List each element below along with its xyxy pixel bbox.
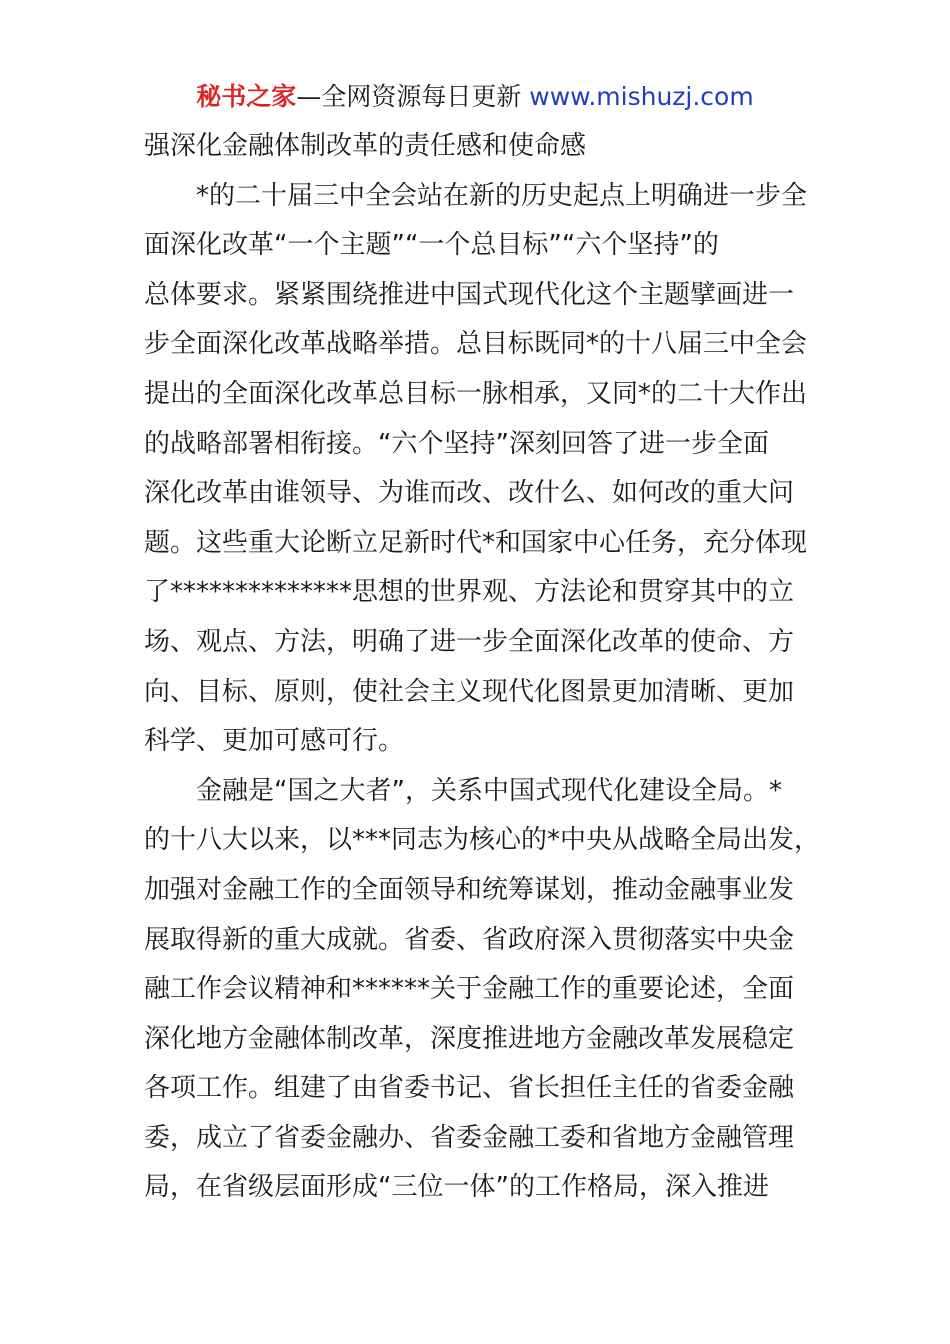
text-line: 委，成立了省委金融办、省委金融工委和省地方金融管理 [144, 1122, 795, 1153]
text-line: 的战略部署相衔接。“六个坚持”深刻回答了进一步全面 [144, 428, 769, 459]
text-line: 各项工作。组建了由省委书记、省长担任主任的省委金融 [144, 1073, 795, 1104]
document-body [144, 122, 821, 1213]
text-line: 了**************思想的世界观、方法论和贯穿其中的立 [144, 577, 795, 608]
text-line: 深化地方金融体制改革，深度推进地方金融改革发展稳定 [144, 1023, 795, 1054]
text-line: 步全面深化改革战略举措。总目标既同*的十八届三中全会 [144, 329, 808, 360]
text-line: 科学、更加可感可行。 [144, 726, 405, 757]
text-line: 总体要求。紧紧围绕推进中国式现代化这个主题擘画进一 [144, 279, 795, 310]
text-line: 深化改革由谁领导、为谁而改、改什么、如何改的重大问 [144, 478, 795, 509]
text-line: 强深化金融体制改革的责任感和使命感 [144, 131, 587, 161]
site-tagline: —全网资源每日更新 [296, 82, 522, 111]
text-line: 金融是“国之大者”，关系中国式现代化建设全局。* [196, 775, 782, 806]
text-line: 展取得新的重大成就。省委、省政府深入贯彻落实中央金 [144, 924, 795, 955]
text-line: 题。这些重大论断立足新时代*和国家中心任务，充分体现 [144, 527, 808, 558]
brand-name: 秘书之家 [196, 82, 297, 111]
text-line: 面深化改革“一个主题”“一个总目标”“六个坚持”的 [144, 230, 719, 261]
text-line: *的二十届三中全会站在新的历史起点上明确进一步全 [196, 180, 808, 211]
text-line: 场、观点、方法，明确了进一步全面深化改革的使命、方 [144, 626, 795, 657]
text-line: 加强对金融工作的全面领导和统筹谋划，推动金融事业发 [144, 874, 795, 905]
text-line: 向、目标、原则，使社会主义现代化图景更加清晰、更加 [144, 676, 795, 707]
text-line: 的十八大以来，以***同志为核心的*中央从战略全局出发， [144, 825, 821, 856]
site-url-link[interactable]: www.mishuzj.com [529, 82, 754, 111]
text-line: 局，在省级层面形成“三位一体”的工作格局，深入推进 [144, 1172, 769, 1203]
site-header [0, 80, 950, 114]
text-line: 提出的全面深化改革总目标一脉相承，又同*的二十大作出 [144, 378, 808, 409]
text-line: 融工作会议精神和******关于金融工作的重要论述，全面 [144, 974, 795, 1005]
